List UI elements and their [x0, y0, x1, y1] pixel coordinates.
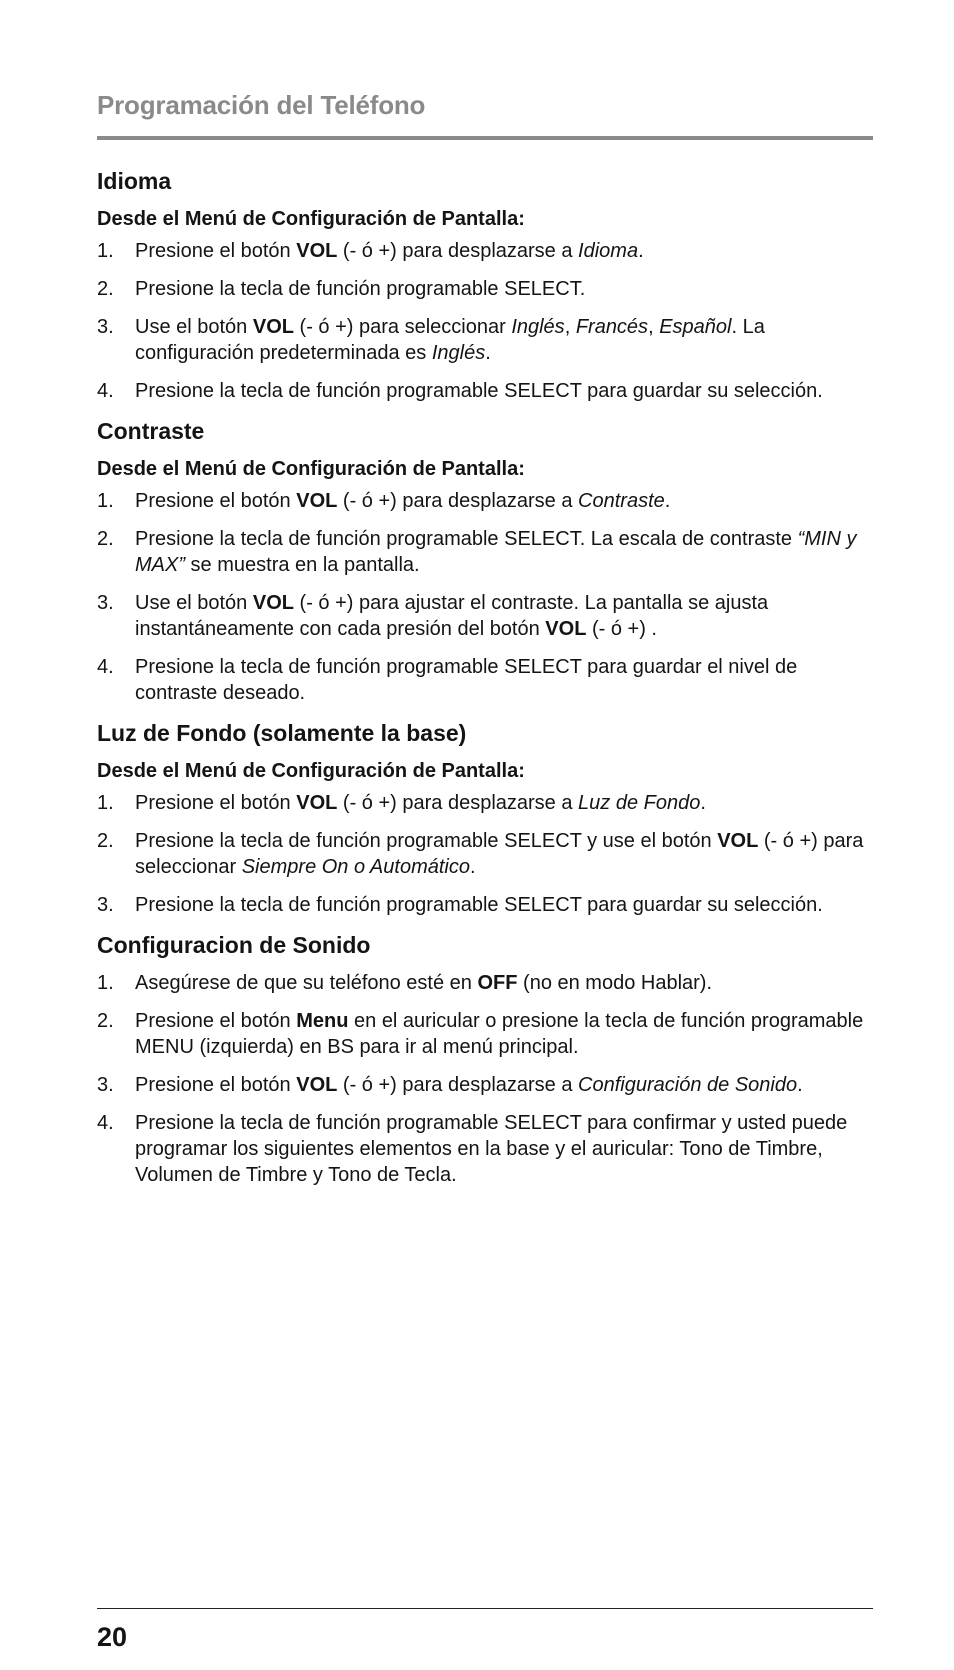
step-text-run: . — [485, 342, 491, 364]
step-text-italic: Siempre On o Automático — [241, 856, 470, 878]
step-text-run: Presione la tecla de función programable SELECT para confirmar y usted puede programar los siguientes elementos en la base y el auricular: Tono de Timbre, Volumen de Timbre y Tono de Tecla. — [135, 1112, 848, 1186]
step-text-run: Presione la tecla de función programable SELECT para guardar el nivel de contraste deseado. — [135, 656, 798, 704]
step-text-run: (- ó +) para desplazarse a — [337, 490, 579, 512]
step-number: 3. — [97, 316, 114, 338]
step-text-italic: Luz de Fondo — [578, 792, 701, 814]
step-text-run: . — [797, 1074, 803, 1096]
step-text-run: Use el botón — [135, 592, 253, 614]
section-title: Luz de Fondo (solamente la base) — [97, 720, 467, 746]
step-item — [97, 1072, 873, 1098]
step-text — [135, 378, 873, 404]
step-item — [97, 654, 873, 706]
step-text-italic: Inglés — [431, 342, 486, 364]
section-3 — [97, 718, 873, 918]
step-text-bold: VOL — [296, 1074, 338, 1096]
step-text-run: (- ó +) para seleccionar — [293, 316, 512, 338]
step-text-run: Presione el botón — [135, 1074, 297, 1096]
step-item — [97, 276, 873, 302]
step-text-italic: Idioma — [578, 240, 639, 262]
step-text-bold: VOL — [252, 592, 294, 614]
step-item — [97, 970, 873, 996]
step-text-bold: VOL — [545, 618, 587, 640]
step-text-run: Use el botón — [135, 316, 253, 338]
step-text-run: en el auricular o presione la tecla de función programable MENU (izquierda) en BS para ir al menú principal. — [135, 1010, 864, 1058]
step-text-run: . — [638, 240, 644, 262]
step-number: 2. — [97, 528, 114, 550]
step-item — [97, 1008, 873, 1060]
page-content — [97, 166, 873, 1200]
step-text — [135, 892, 873, 918]
step-number: 2. — [97, 278, 114, 300]
step-text — [135, 314, 873, 366]
step-item — [97, 488, 873, 514]
step-text — [135, 654, 873, 706]
step-number: 4. — [97, 656, 114, 678]
step-text-run: , — [564, 316, 576, 338]
step-number: 1. — [97, 972, 114, 994]
step-text-bold: VOL — [717, 830, 759, 852]
step-item — [97, 526, 873, 578]
step-item — [97, 1110, 873, 1188]
step-text — [135, 828, 873, 880]
step-item — [97, 238, 873, 264]
section-lead: Desde el Menú de Configuración de Pantalla: — [97, 760, 525, 782]
step-number: 3. — [97, 894, 114, 916]
step-item — [97, 314, 873, 366]
step-text-italic: Contraste — [578, 490, 665, 512]
step-text-run: (- ó +) para desplazarse a — [337, 1074, 579, 1096]
step-text-italic: Francés — [575, 316, 649, 338]
step-text-run: Presione la tecla de función programable SELECT. La escala de contraste — [135, 528, 798, 550]
steps-list — [97, 790, 873, 918]
step-text-run: Presione el botón — [135, 792, 297, 814]
step-text-run: Presione la tecla de función programable SELECT para guardar su selección. — [135, 894, 823, 916]
step-number: 1. — [97, 490, 114, 512]
step-number: 1. — [97, 792, 114, 814]
section-1 — [97, 166, 873, 404]
step-text-run: Presione el botón — [135, 240, 297, 262]
step-number: 3. — [97, 592, 114, 614]
step-text-bold: VOL — [296, 240, 338, 262]
step-text-run: Presione la tecla de función programable SELECT y use el botón — [135, 830, 718, 852]
page-header — [97, 90, 873, 140]
step-text-run: . — [700, 792, 706, 814]
step-number: 2. — [97, 830, 114, 852]
step-text-run: (- ó +) para ajustar el contraste. La pantalla se ajusta instantáneamente con cada presión del botón — [135, 592, 769, 640]
section-lead: Desde el Menú de Configuración de Pantalla: — [97, 458, 525, 480]
step-text-run: (- ó +) para desplazarse a — [337, 240, 579, 262]
step-text-run: Presione la tecla de función programable SELECT para guardar su selección. — [135, 380, 823, 402]
step-text-bold: OFF — [477, 972, 518, 994]
step-text-bold: Menu — [296, 1010, 349, 1032]
step-text-italic: Español — [659, 316, 732, 338]
step-text-run: . — [664, 490, 671, 512]
step-text — [135, 488, 873, 514]
step-item — [97, 828, 873, 880]
page-footer — [97, 1608, 873, 1653]
step-number: 2. — [97, 1010, 114, 1032]
page-number: 20 — [97, 1622, 128, 1652]
step-number: 4. — [97, 1112, 114, 1134]
step-text-italic: Configuración de Sonido — [578, 1074, 798, 1096]
step-text-run: Presione la tecla de función programable SELECT. — [135, 278, 586, 300]
step-text — [135, 1008, 873, 1060]
step-item — [97, 590, 873, 642]
section-title: Configuracion de Sonido — [97, 932, 371, 958]
page-title: Programación del Teléfono — [97, 90, 426, 120]
step-text-run: . — [469, 856, 476, 878]
step-text-run: (- ó +) para seleccionar — [135, 830, 864, 878]
section-lead: Desde el Menú de Configuración de Pantalla: — [97, 208, 525, 230]
section-title: Contraste — [97, 418, 205, 444]
step-number: 1. — [97, 240, 114, 262]
step-text-run: , — [648, 316, 660, 338]
step-text-run: Presione el botón — [135, 490, 297, 512]
steps-list — [97, 238, 873, 404]
section-2 — [97, 416, 873, 706]
steps-list — [97, 970, 873, 1188]
step-text — [135, 1110, 873, 1188]
step-text — [135, 970, 873, 996]
step-text-run: (- ó +) . — [586, 618, 657, 640]
section-4 — [97, 930, 873, 1188]
step-text — [135, 276, 873, 302]
step-item — [97, 892, 873, 918]
step-text-run: Asegúrese de que su teléfono esté en — [135, 972, 478, 994]
step-text — [135, 1072, 873, 1098]
step-text — [135, 790, 873, 816]
step-text-run: . La configuración predeterminada es — [135, 316, 765, 364]
step-item — [97, 790, 873, 816]
step-text-bold: VOL — [296, 792, 338, 814]
step-text-italic: “MIN y MAX” — [135, 528, 857, 576]
step-number: 4. — [97, 380, 114, 402]
step-text-run: (- ó +) para desplazarse a — [337, 792, 579, 814]
step-text — [135, 590, 873, 642]
steps-list — [97, 488, 873, 706]
step-text-italic: Inglés — [511, 316, 565, 338]
step-text — [135, 238, 873, 264]
step-text — [135, 526, 873, 578]
step-text-run: Presione el botón — [135, 1010, 297, 1032]
step-number: 3. — [97, 1074, 114, 1096]
section-title: Idioma — [97, 168, 172, 194]
step-text-bold: VOL — [296, 490, 338, 512]
step-text-bold: VOL — [252, 316, 294, 338]
step-text-run: (no en modo Hablar). — [517, 972, 713, 994]
step-text-run: se muestra en la pantalla. — [185, 554, 420, 576]
step-item — [97, 378, 873, 404]
